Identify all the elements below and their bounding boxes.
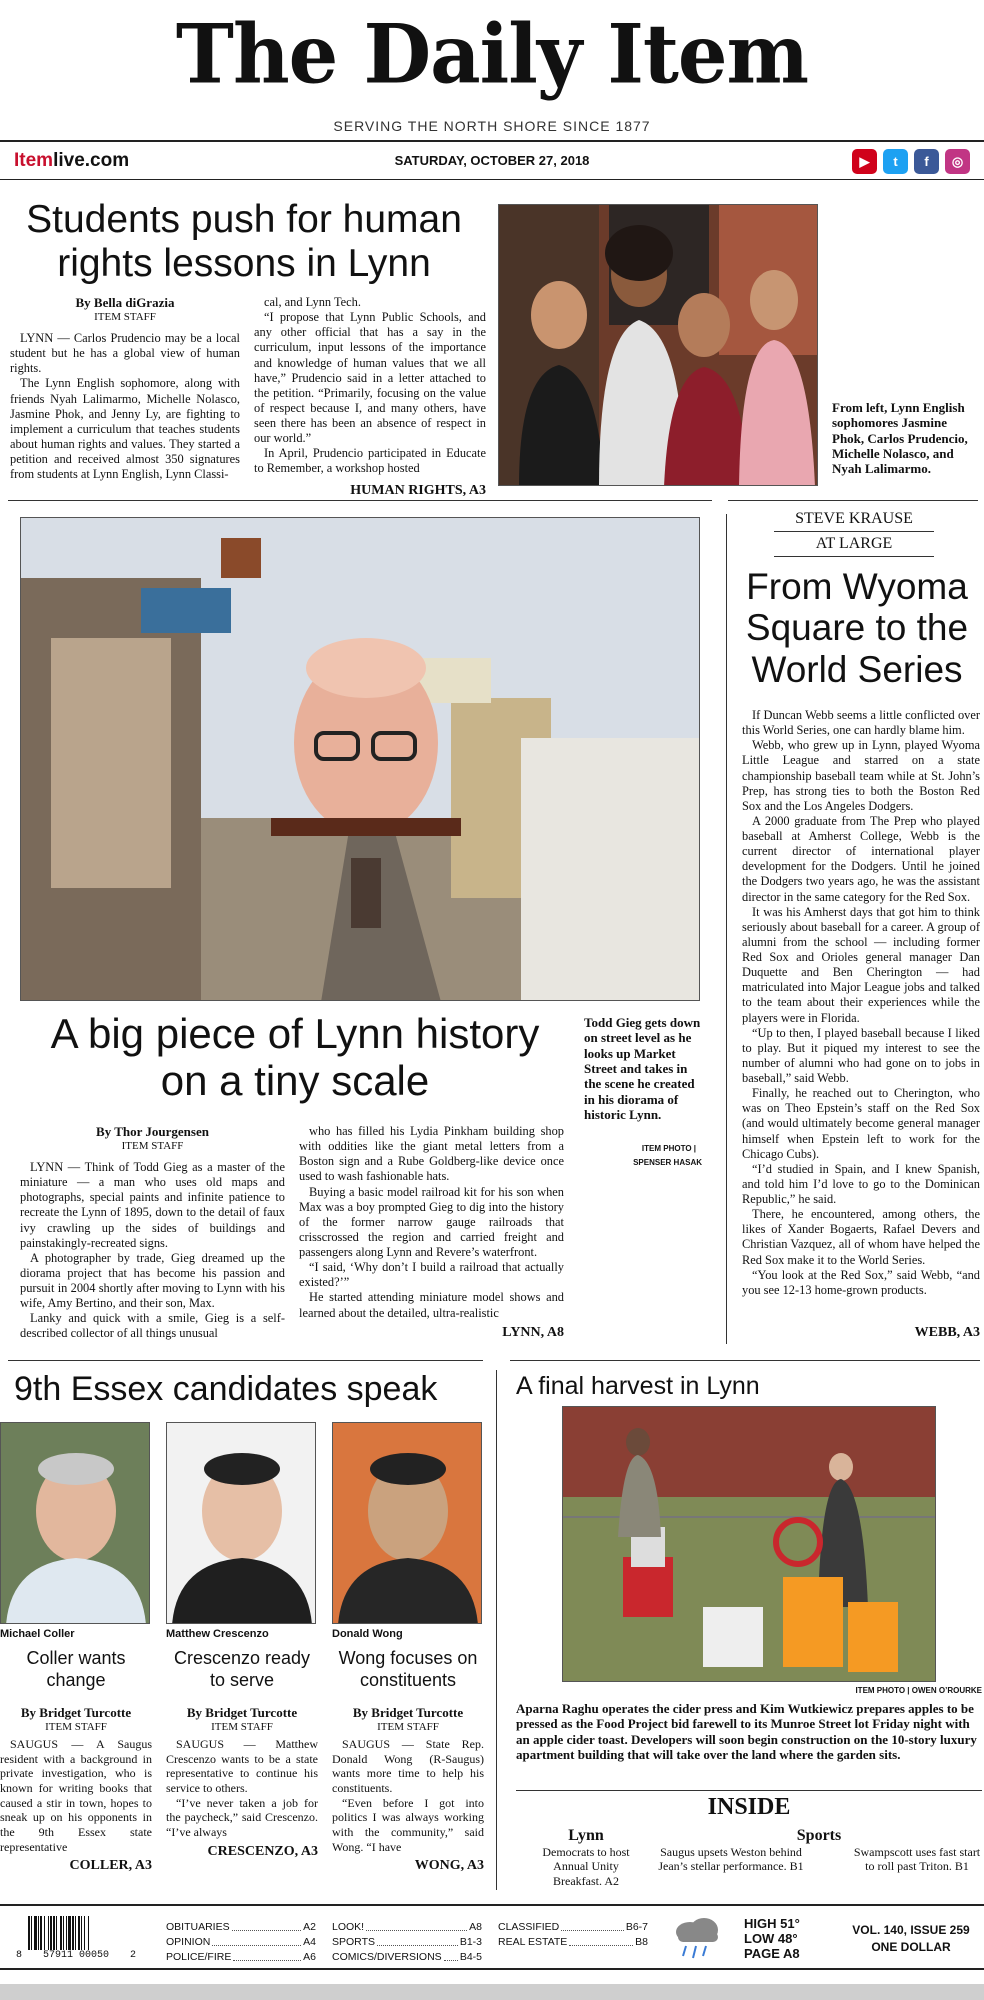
candidate-photo (0, 1422, 150, 1624)
inside-sports-item[interactable]: Saugus upsets Weston behind Jean’s stellar performance. B1 (658, 1845, 804, 1874)
paragraph: “I said, ‘Why don’t I build a railroad that actually existed?’” (299, 1260, 564, 1290)
index-leader (561, 1920, 624, 1931)
paragraph: who has filled his Lydia Pinkham building shop with oddities like the giant metal letters from a Boston sign and a Rube Goldberg-like device once used to wash fashionable hats. (299, 1124, 564, 1184)
weather-low: LOW 48° (744, 1931, 798, 1946)
cider-press-photo-credit: ITEM PHOTO | OWEN O’ROURKE (855, 1686, 982, 1695)
inside-title: INSIDE (707, 1794, 791, 1820)
paragraph: “I’ve never taken a job for the paycheck,” said Crescenzo. “I’ve always (166, 1795, 318, 1839)
candidate-jump[interactable]: CRESCENZO, A3 (207, 1843, 318, 1859)
story1-jump[interactable]: HUMAN RIGHTS, A3 (350, 482, 486, 498)
section-divider-2b (510, 1360, 980, 1361)
candidate-column (0, 1422, 152, 1874)
candidate-byline: By Bridget Turcotte (20, 1705, 132, 1721)
diorama-photo-caption: Todd Gieg gets down on street level as he looks up Market Street and takes in the scene he created in his diorama of historic Lynn. (584, 1015, 701, 1122)
column-author: STEVE KRAUSE (774, 510, 934, 532)
story2-column-2 (299, 1124, 564, 1321)
index-page: A4 (303, 1936, 316, 1948)
index-label: CLASSIFIED (498, 1921, 560, 1933)
index-label: REAL ESTATE (498, 1936, 568, 1948)
index-entry[interactable] (332, 1950, 482, 1965)
story1-headline[interactable]: Students push for human rights lessons in Lynn (26, 198, 462, 285)
column-headline[interactable]: From Wyoma Square to the World Series (745, 566, 969, 690)
story1-byline: By Bella diGrazia (75, 295, 175, 310)
newspaper-logo: The Daily Item (175, 6, 809, 103)
students-photo (498, 204, 818, 486)
index-page: B1-3 (459, 1936, 482, 1948)
candidate-column (332, 1422, 484, 1874)
index-leader (212, 1935, 301, 1946)
candidate-body (166, 1737, 318, 1839)
harvest-headline[interactable]: A final harvest in Lynn (516, 1372, 760, 1400)
index-label: POLICE/FIRE (166, 1951, 232, 1963)
barcode (16, 1916, 136, 1960)
inside-rule (516, 1790, 982, 1791)
paragraph: If Duncan Webb seems a little conflicted over this World Series, one can hardly blame him. (742, 708, 980, 738)
paragraph: There, he encountered, among others, the likes of Xander Bogaerts, Rafael Devers and Christian Vazquez, all of whom have helped the Red Sox make it to the World Series. (742, 1207, 980, 1267)
paragraph: SAUGUS — Matthew Crescenzo wants to be a state representative to continue his service to others. (166, 1737, 318, 1796)
story2-staff: ITEM STAFF (121, 1140, 184, 1152)
column-jump[interactable]: WEBB, A3 (914, 1325, 980, 1340)
inside-sports-label: Sports (796, 1827, 842, 1844)
volume-issue: VOL. 140, ISSUE 259 (852, 1923, 970, 1937)
social-icons (852, 149, 970, 174)
cider-press-photo-caption: Aparna Raghu operates the cider press and Kim Wutkiewicz prepares apples to be pressed as the Food Project bid farewell to its Munroe Street lot Friday night with an apple cider toast. Developers will soon begin construction on the 10-story luxury apartment building that will take over the land where the garden sits. (516, 1701, 977, 1762)
facebook-icon[interactable]: f (914, 149, 939, 174)
paragraph: “I propose that Lynn Public Schools, and any other official that has a say in the curriculum, input lessons of the importance and knowledge of human values that we all have,” Prudencio said in a letter attached to the petition. “Primarily, focusing on the value of respect because I, and many others, have seen there has been an absence of respect in our world.” (254, 310, 486, 446)
paragraph: Finally, he reached out to Cherington, who was on Theo Epstein’s staff on the Red Sox (and would ultimately become general manager himself when Epstein left to work for the Chicago Cubs). (742, 1086, 980, 1161)
story2-text (20, 1124, 564, 1342)
paragraph: LYNN — Think of Todd Gieg as a master of the miniature — a man who uses old maps and photographs, special paints and infinite patience to recreate the Lynn of 1895, down to the detail of faux ivy crawling up the sides of buildings and painstakingly-recreated signs. (20, 1160, 285, 1250)
weather-high: HIGH 51° (744, 1916, 800, 1931)
paragraph: It was his Amherst days that got him to think seriously about baseball for a career. A group of alumni from the school — including former Red Sox and Orioles general manager Dan Duquette and Ben Cherington — had matriculated into Major League jobs and talked to the team about their experiences while the players were in Florida. (742, 904, 980, 1025)
paragraph: The Lynn English sophomore, along with friends Nyah Lalimarmo, Michelle Nolasco, Jasmine Phok, and Jenny Ly, are fighting to implement a curriculum that teaches students about human rights and values. They started a petition and received almost 350 signatures from students at Lynn English, Lynn Classi- (10, 376, 240, 482)
paragraph: Buying a basic model railroad kit for his son when Max was a boy prompted Gieg to dig into the history of the former narrow gauge railroads that crisscrossed the region and carried freight and passengers along Lynn and Revere’s waterfront. (299, 1184, 564, 1259)
twitter-icon[interactable]: t (883, 149, 908, 174)
story1-text (10, 295, 486, 499)
story2-byline: By Thor Jourgensen (96, 1124, 209, 1139)
story1-staff: ITEM STAFF (94, 311, 156, 323)
masthead (0, 0, 984, 140)
candidate-headline[interactable]: Wong focuses on constituents (338, 1648, 478, 1690)
price: ONE DOLLAR (871, 1940, 951, 1954)
paragraph: He started attending miniature model shows and learned about the detailed, ultra-realistic (299, 1290, 564, 1320)
candidate-name: Donald Wong (332, 1628, 403, 1640)
story2-jump[interactable]: LYNN, A8 (502, 1324, 564, 1340)
index-label: OBITUARIES (166, 1921, 230, 1933)
index-page: A6 (303, 1951, 316, 1963)
essex-divider (496, 1370, 497, 1890)
inside-lynn-label: Lynn (568, 1827, 604, 1844)
inside-box (516, 1794, 982, 1888)
inside-sports-item[interactable]: Swampscott uses fast start to roll past Triton. B1 (853, 1845, 981, 1874)
index-label: COMICS/DIVERSIONS (332, 1951, 442, 1963)
column-body (742, 708, 980, 1298)
candidate-photo (166, 1422, 316, 1624)
barcode-number: 57911 00050 (42, 1950, 109, 1961)
youtube-icon[interactable]: ▶ (852, 149, 877, 174)
index-column-3 (498, 1920, 648, 1950)
candidate-headline[interactable]: Coller wants change (26, 1648, 126, 1690)
paragraph: SAUGUS — State Rep. Donald Wong (R-Saugus) wants more time to help his constituents. (332, 1737, 484, 1796)
story2-column-1 (20, 1160, 285, 1342)
candidate-name: Matthew Crescenzo (166, 1628, 269, 1640)
candidate-byline: By Bridget Turcotte (186, 1705, 298, 1721)
index-leader (444, 1950, 458, 1961)
candidate-body (332, 1737, 484, 1854)
index-label: LOOK! (332, 1921, 365, 1933)
candidate-photo (332, 1422, 482, 1624)
paragraph: “Even before I got into politics I was always working with the community,” said Wong. “I have (332, 1795, 484, 1854)
site-suffix: live.com (53, 150, 130, 171)
candidate-body (0, 1737, 152, 1854)
paragraph: cal, and Lynn Tech. (264, 295, 361, 309)
diorama-photo-credit-2: SPENSER HASAK (633, 1158, 702, 1167)
site-prefix: Item (14, 150, 54, 171)
barcode-right-digit: 2 (129, 1950, 136, 1961)
candidate-column (166, 1422, 318, 1860)
index-leader (233, 1950, 301, 1961)
issue-info (846, 1922, 976, 1956)
paragraph: “You look at the Red Sox,” said Webb, “and you see 12-13 home-grown products. (742, 1267, 980, 1297)
students-photo-caption: From left, Lynn English sophomores Jasmine Phok, Carlos Prudencio, Michelle Nolasco, and Nyah Lalimarmo. (832, 400, 968, 477)
footer-bar (0, 1904, 984, 1970)
index-leader (377, 1935, 458, 1946)
diorama-photo-credit-1: ITEM PHOTO | (641, 1144, 696, 1153)
index-entry[interactable] (498, 1935, 648, 1950)
inside-lynn-text[interactable]: Democrats to host Annual Unity Breakfast. A2 (542, 1845, 630, 1888)
rain-cloud-icon (670, 1916, 724, 1962)
section-divider-1b (728, 500, 978, 501)
candidate-staff: ITEM STAFF (211, 1721, 273, 1734)
barcode-left-digit: 8 (16, 1950, 23, 1961)
candidate-headline[interactable]: Crescenzo ready to serve (173, 1648, 311, 1690)
index-leader (569, 1935, 633, 1946)
cider-press-photo (562, 1406, 936, 1682)
candidate-byline: By Bridget Turcotte (352, 1705, 464, 1721)
index-leader (366, 1920, 467, 1931)
paragraph: Webb, who grew up in Lynn, played Wyoma Little League and starred on a state championship baseball team while at St. John’s Prep, has strong ties to both the Boston Red Sox and the Los Angeles Dodgers. (742, 738, 980, 813)
story1-column-1 (10, 331, 240, 482)
candidate-jump[interactable]: COLLER, A3 (69, 1858, 152, 1874)
paragraph: In April, Prudencio participated in Educate to Remember, a workshop hosted (254, 446, 486, 476)
index-entry[interactable] (332, 1935, 482, 1950)
column-label (774, 510, 934, 557)
paragraph: LYNN — Carlos Prudencio may be a local student but he has a global view of human rights. (10, 331, 240, 376)
index-column-2 (332, 1920, 482, 1965)
index-entry[interactable] (166, 1950, 316, 1965)
issue-date: SATURDAY, OCTOBER 27, 2018 (394, 153, 590, 168)
index-page: B6-7 (625, 1921, 648, 1933)
column-divider (726, 514, 727, 1344)
index-page: A8 (469, 1921, 482, 1933)
essex-headline[interactable]: 9th Essex candidates speak (14, 1370, 438, 1408)
candidate-staff: ITEM STAFF (45, 1721, 107, 1734)
index-column-1 (166, 1920, 316, 1965)
barcode-bars (28, 1916, 136, 1950)
index-leader (232, 1920, 302, 1931)
bottom-margin (0, 1984, 984, 2000)
section-divider-2 (8, 1360, 483, 1361)
index-entry[interactable] (498, 1920, 648, 1935)
weather-box (744, 1916, 800, 1961)
paragraph: A 2000 graduate from The Prep who played baseball at Amherst College, Webb is the current director of international player development for the Dodgers. Until he joined the Dodgers two years ago, he was the assistant director in the same category for the Red Sox. (742, 813, 980, 904)
candidate-jump[interactable]: WONG, A3 (414, 1858, 484, 1874)
index-label: OPINION (166, 1936, 211, 1948)
story2-headline[interactable]: A big piece of Lynn history on a tiny scale (50, 1010, 540, 1105)
story1-column-2 (254, 295, 486, 477)
paragraph: A photographer by trade, Gieg dreamed up the diorama project that has become his passion and pursuit in 2004 shortly after moving to Lynn with his wife, Amy Bertino, and their son, Max. (20, 1250, 285, 1311)
paragraph: SAUGUS — A Saugus resident with a background in private investigation, who is known for writing books that caused a stir in town, hopes to sneak up on his opponents in the 9th Essex state representative (0, 1737, 152, 1854)
index-entry[interactable] (332, 1920, 482, 1935)
masthead-tagline: SERVING THE NORTH SHORE SINCE 1877 (333, 118, 651, 134)
instagram-icon[interactable]: ◎ (945, 149, 970, 174)
column-name: AT LARGE (774, 532, 934, 557)
candidate-name: Michael Coller (0, 1628, 75, 1640)
index-page: B8 (635, 1936, 648, 1948)
index-page: B4-5 (459, 1951, 482, 1963)
paragraph: “I’d studied in Spain, and I knew Spanish, and told him I’d love to go to the Dominican Republic,” he said. (742, 1161, 980, 1206)
barcode-bar (89, 1916, 90, 1950)
candidate-staff: ITEM STAFF (377, 1721, 439, 1734)
index-label: SPORTS (332, 1936, 375, 1948)
paragraph: “Up to then, I played baseball because I liked to play. But it piqued my interest to see the number of alumni who had gone on to jobs in baseball,” said Webb. (742, 1025, 980, 1085)
date-bar (0, 140, 984, 180)
index-entry[interactable] (166, 1920, 316, 1935)
index-page: A2 (303, 1921, 316, 1933)
paragraph: Lanky and quick with a smile, Gieg is a self-described collector of all things unusual (20, 1311, 285, 1341)
section-divider-1 (8, 500, 712, 501)
diorama-photo (20, 517, 700, 1001)
index-entry[interactable] (166, 1935, 316, 1950)
weather-page[interactable]: PAGE A8 (744, 1946, 800, 1961)
